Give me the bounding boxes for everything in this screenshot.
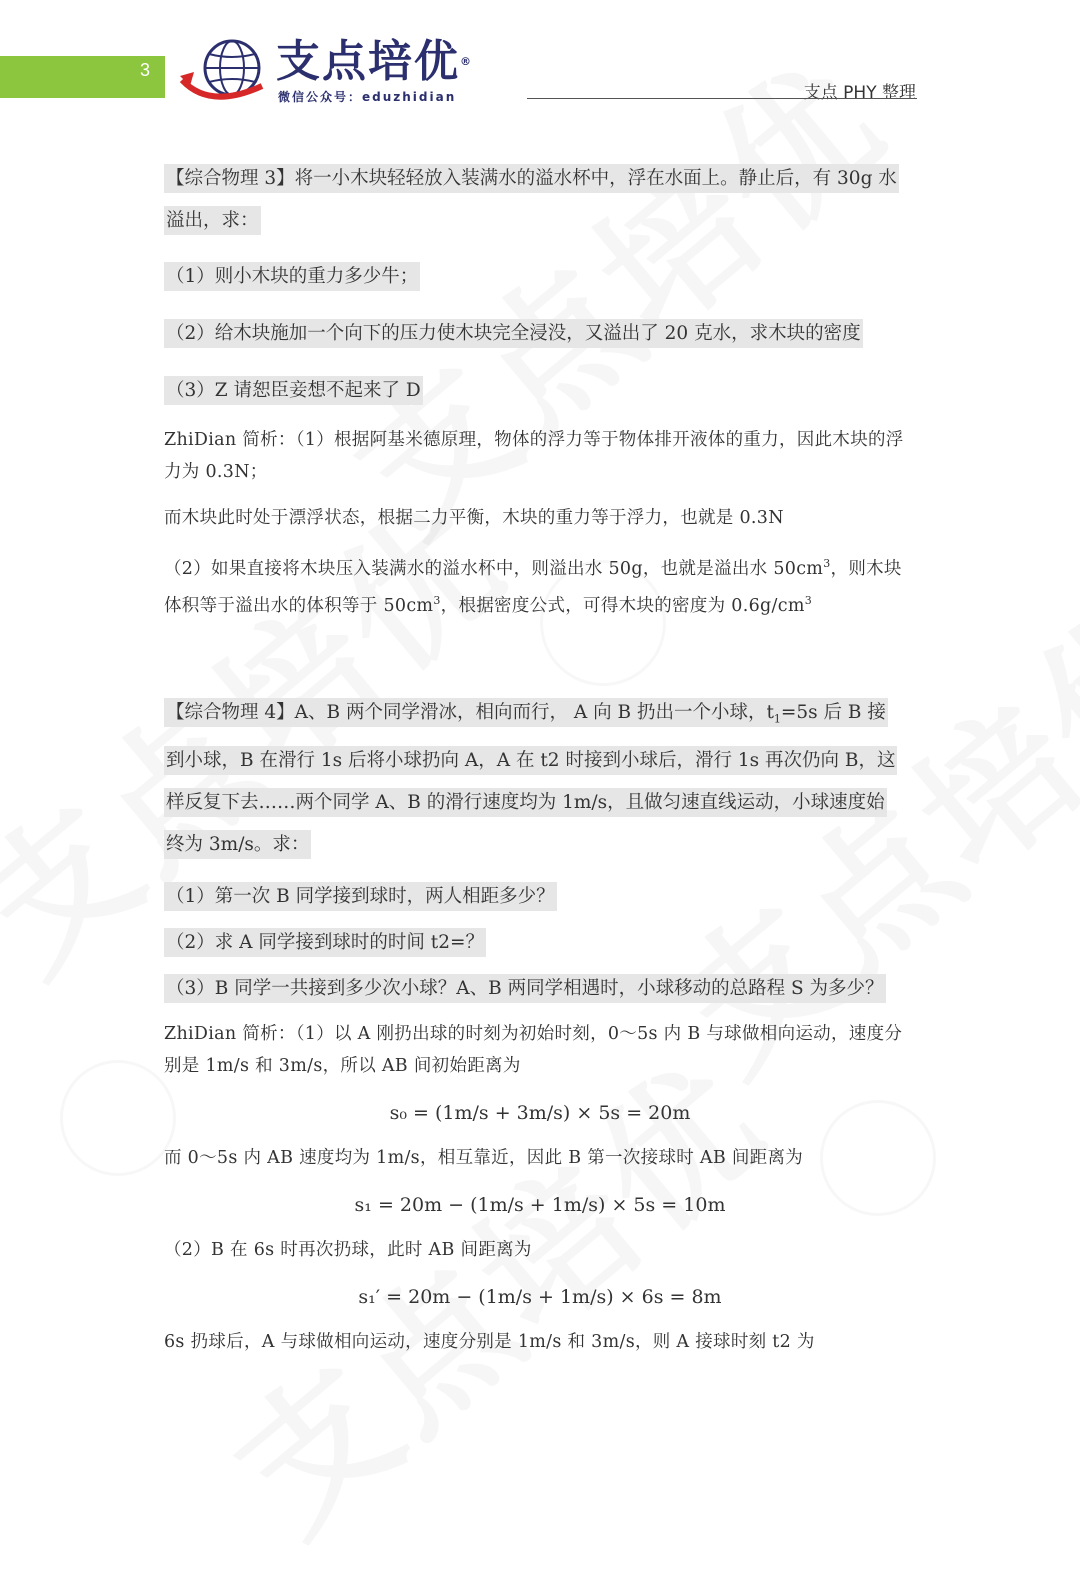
problem-3 [164, 158, 916, 622]
logo-title: 支点培优® [276, 36, 473, 87]
analysis-paragraph: 而 0～5s 内 AB 速度均为 1m/s，相互靠近，因此 B 第一次接球时 AB 间距离为 [164, 1148, 804, 1169]
logo [180, 36, 500, 106]
logo-subtitle: 微信公众号：eduzhidian [278, 90, 457, 104]
page-number: 3 [140, 60, 151, 80]
formula: s₁ = 20m − (1m/s + 1m/s) × 5s = 10m [354, 1194, 726, 1217]
header-right-text: 支点 PHY 整理 [803, 83, 916, 103]
problem-text: 【综合物理 4】A、B 两个同学滑冰，相向而行， A 向 B 扔出一个小球，$t_1=5s$ 后 B 接 [164, 698, 888, 727]
formula: s₀ = (1m/s + 3m/s) × 5s = 20m [389, 1102, 691, 1125]
formula: s₁′ = 20m − (1m/s + 1m/s) × 6s = 8m [358, 1286, 722, 1309]
question-1: （1）第一次 B 同学接到球时，两人相距多少？ [164, 882, 557, 911]
problem-text: 【综合物理 3】将一小木块轻轻放入装满水的溢水杯中，浮在水面上。静止后，有 30g 水 [164, 164, 899, 193]
watermark-globe [60, 1060, 176, 1176]
analysis-paragraph: （2）如果直接将木块压入装满水的溢水杯中，则溢出水 50g，也就是溢出水 $50cm^3$，则木块体积等于溢出水的体积等于 $50cm^3$，根据密度公式，可得木块的密度为 $0.6g/cm^3$ [164, 557, 902, 616]
question-1: （1）则小木块的重力多少牛； [164, 262, 420, 291]
analysis-paragraph: ZhiDian 简析：（1）根据阿基米德原理，物体的浮力等于物体排开液体的重力，因此木块的浮力为 0.3N； [164, 430, 904, 482]
analysis-paragraph: 6s 扔球后，A 与球做相向运动，速度分别是 1m/s 和 3m/s，则 A 接球时刻 t2 为 [164, 1332, 815, 1353]
analysis-paragraph: ZhiDian 简析：（1）以 A 刚扔出球的时刻为初始时刻，0～5s 内 B 与球做相向运动，速度分别是 1m/s 和 3m/s，所以 AB 间初始距离为 [164, 1024, 903, 1077]
problem-text: 终为 3m/s。求： [164, 830, 311, 859]
problem-text: 到小球，B 在滑行 1s 后将小球扔向 A，A 在 t2 时接到小球后，滑行 1s 再次仍向 B，这 [164, 746, 897, 775]
analysis-paragraph: （2）B 在 6s 时再次扔球，此时 AB 间距离为 [164, 1240, 532, 1261]
question-2: （2）给木块施加一个向下的压力使木块完全浸没，又溢出了 20 克水，求木块的密度 [164, 319, 863, 348]
analysis-paragraph: 而木块此时处于漂浮状态，根据二力平衡，木块的重力等于浮力，也就是 0.3N [164, 508, 784, 528]
globe-logo-icon [180, 36, 270, 106]
problem-text: 溢出，求： [164, 206, 261, 235]
question-3: （3）Z 请恕臣妾想不起来了 D [164, 376, 423, 405]
question-2: （2）求 A 同学接到球时的时间 t2=？ [164, 928, 486, 957]
header-divider [527, 98, 917, 99]
problem-text: 样反复下去……两个同学 A、B 的滑行速度均为 1m/s，且做匀速直线运动，小球速度始 [164, 788, 887, 817]
question-3: （3）B 同学一共接到多少次小球？A、B 两同学相遇时，小球移动的总路程 S 为多少？ [164, 974, 886, 1003]
page-content [164, 158, 916, 1358]
problem-4 [164, 692, 916, 1359]
